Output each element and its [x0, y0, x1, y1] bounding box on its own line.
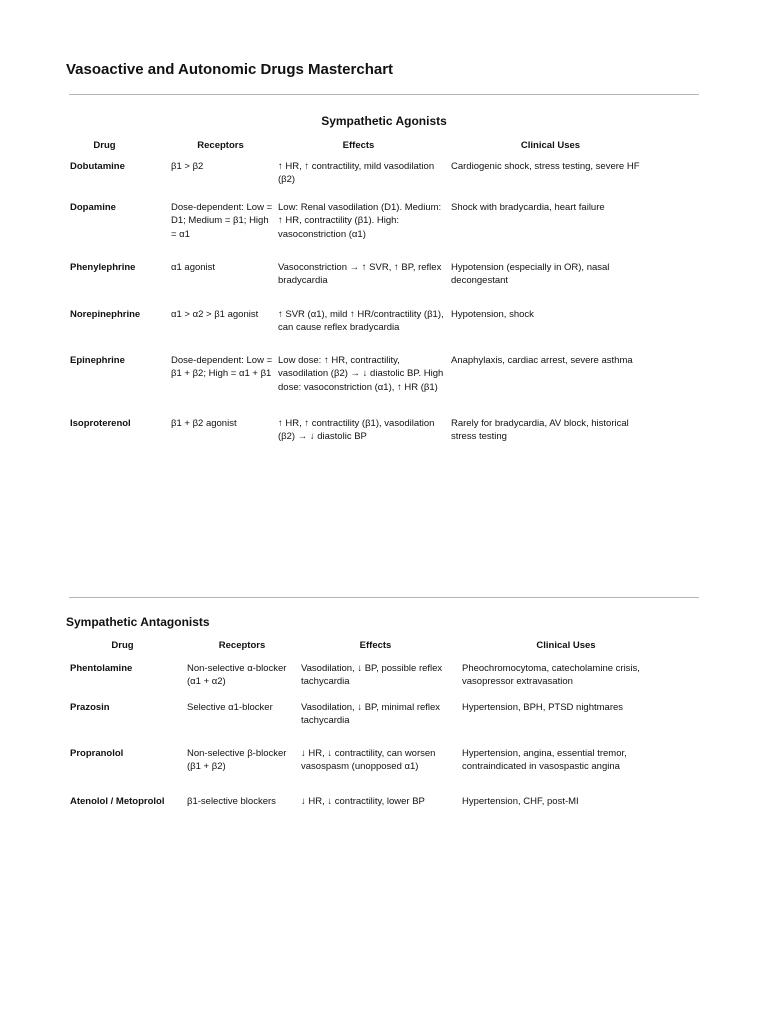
table-row	[70, 261, 660, 308]
drug-name: Epinephrine	[70, 355, 125, 366]
drug-effects: ↓ HR, ↓ contractility, lower BP	[301, 796, 425, 807]
title-divider	[69, 94, 699, 95]
col-header-drug: Drug	[111, 640, 134, 651]
drug-name: Dopamine	[70, 202, 116, 213]
drug-name: Phentolamine	[70, 663, 133, 674]
drug-receptors: Non-selective β-blocker (β1 + β2)	[187, 748, 287, 773]
drug-effects: Vasodilation, ↓ BP, possible reflex tachycardia	[301, 663, 443, 688]
drug-receptors: Dose-dependent: Low = β1 + β2; High = α1 + β1	[171, 355, 273, 380]
drug-receptors: β1 + β2 agonist	[171, 418, 237, 429]
drug-receptors: Non-selective α-blocker (α1 + α2)	[187, 663, 287, 688]
table-row	[70, 153, 660, 201]
drug-clinical-uses: Anaphylaxis, cardiac arrest, severe asthma	[451, 355, 633, 366]
drug-receptors: α1 agonist	[171, 262, 216, 273]
drug-effects: Vasodilation, ↓ BP, minimal reflex tachycardia	[301, 702, 441, 727]
drug-receptors: α1 > α2 > β1 agonist	[171, 309, 259, 320]
drug-name: Propranolol	[70, 748, 124, 759]
col-header-receptors: Receptors	[218, 640, 266, 651]
table-row	[70, 308, 660, 354]
col-header-receptors: Receptors	[197, 140, 244, 151]
antagonists-section-title: Sympathetic Antagonists	[66, 615, 210, 629]
drug-effects: ↑ SVR (α1), mild ↑ HR/contractility (β1), can cause reflex bradycardia	[278, 309, 444, 334]
table-row	[70, 417, 660, 447]
col-header-effects: Effects	[342, 140, 375, 151]
drug-effects: Low dose: ↑ HR, contractility, vasodilation (β2) → ↓ diastolic BP. High dose: vasoconstriction (α1), ↑ HR (β1)	[278, 355, 444, 393]
table-row	[70, 653, 680, 701]
drug-name: Isoproterenol	[70, 418, 131, 429]
table-row	[70, 201, 660, 261]
drug-effects: ↓ HR, ↓ contractility, can worsen vasospasm (unopposed α1)	[301, 748, 436, 773]
drug-name: Dobutamine	[70, 161, 125, 172]
drug-name: Prazosin	[70, 702, 110, 713]
col-header-effects: Effects	[359, 640, 392, 651]
agonists-header-row	[70, 139, 660, 153]
drug-name: Atenolol / Metoprolol	[70, 796, 165, 807]
drug-receptors: β1-selective blockers	[187, 796, 276, 807]
drug-effects: Vasoconstriction → ↑ SVR, ↑ BP, reflex bradycardia	[278, 262, 442, 287]
section-divider	[69, 597, 699, 598]
drug-clinical-uses: Hypertension, angina, essential tremor, contraindicated in vasospastic angina	[462, 748, 627, 773]
table-row	[70, 747, 680, 795]
drug-receptors: β1 > β2	[171, 161, 204, 172]
agonists-section-title: Sympathetic Agonists	[321, 114, 447, 128]
drug-clinical-uses: Hypotension (especially in OR), nasal decongestant	[451, 262, 610, 287]
col-header-clinical-uses: Clinical Uses	[520, 140, 581, 151]
drug-clinical-uses: Rarely for bradycardia, AV block, historical stress testing	[451, 418, 629, 443]
drug-effects: Low: Renal vasodilation (D1). Medium: ↑ HR, contractility (β1). High: vasoconstriction (α1)	[278, 202, 442, 240]
drug-clinical-uses: Hypotension, shock	[451, 309, 534, 320]
page-title: Vasoactive and Autonomic Drugs Masterchart	[66, 61, 394, 78]
table-row	[70, 354, 660, 417]
col-header-clinical-uses: Clinical Uses	[536, 640, 596, 651]
antagonists-header-row	[70, 639, 680, 653]
drug-name: Phenylephrine	[70, 262, 136, 273]
drug-name: Norepinephrine	[70, 309, 141, 320]
drug-clinical-uses: Hypertension, BPH, PTSD nightmares	[462, 702, 624, 713]
agonists-table	[70, 139, 660, 447]
drug-clinical-uses: Cardiogenic shock, stress testing, severe HF	[451, 161, 640, 172]
table-row	[70, 701, 680, 747]
drug-effects: ↑ HR, ↑ contractility, mild vasodilation (β2)	[278, 161, 435, 186]
drug-receptors: Selective α1-blocker	[187, 702, 273, 713]
drug-effects: ↑ HR, ↑ contractility (β1), vasodilation (β2) → ↓ diastolic BP	[278, 418, 435, 443]
table-row	[70, 795, 680, 815]
drug-clinical-uses: Pheochromocytoma, catecholamine crisis, vasopressor extravasation	[462, 663, 640, 688]
drug-clinical-uses: Hypertension, CHF, post-MI	[462, 796, 579, 807]
drug-clinical-uses: Shock with bradycardia, heart failure	[451, 202, 605, 213]
antagonists-table	[70, 639, 680, 815]
drug-receptors: Dose-dependent: Low = D1; Medium = β1; High = α1	[171, 202, 273, 240]
col-header-drug: Drug	[93, 140, 116, 151]
